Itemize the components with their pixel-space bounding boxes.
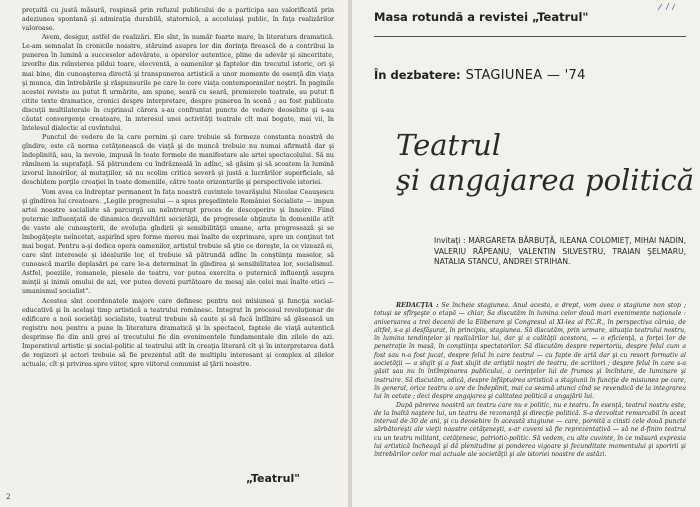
page-number: 2 — [6, 493, 11, 501]
right-paragraph-1 — [374, 302, 686, 402]
pen-mark-icon — [656, 2, 696, 12]
header-divider — [374, 36, 686, 37]
left-page-body — [22, 6, 334, 369]
right-paragraph-2: După părerea noastră un teatru care nu e politic, nu e teatru. În esenţă, teatrul nostru este, de la înaltă naştere lui, un teatru de rezonanţă şi direcţie politică. S-a dezvoltat remarcabil în acest interval de 30 de ani, şi cu deosebire în această stagiune — care, pornită a cinsti cele două puncte sărbătoreşti ale vieţii noastre cetăţeneşti, s-ar cuveni să fie reprezentativă — să ne d-finim teatrul cu un teatru militant, cetăţenesc, patriotic-politic. Să vedem, cu alte cuvinte, în ce măsură expresia lui artistică încheagă şi dă plenitudine şi ponderea vigoare şi fecunditate momentului şi sporirii şi întrebărilor celor mai actuale ale societăţii şi ale istoriei noastre de astăzi. — [374, 401, 686, 459]
redactia-label: REDACŢIA : — [396, 302, 439, 309]
article-title — [396, 128, 695, 198]
roundtable-header: Masa rotundă a revistei „Teatrul" — [374, 10, 589, 24]
right-paragraph-1-text: Se încheie stagiunea. Anul acesta, e drept, vom avea o stagiune non stop ; totuşi se sfîrşeşte o etapă — chiar, Sa discutăm în lumina celor două mari evenimente naţionale : aniversarea a trei decenii de la Eliberare şi Congresul al XI-lea al P.C.R., în perspectiva căruia, de altfel, s-a şi desfăşurat, în principiu, stagiunea. Să discutăm, prin urmare, situaţia teatrului nostru, în lumina tendinţelor şi realizărilor lui, dar şi a calităţii acestora, — o eficienţă, a forţei lor de penetraţie în masă, în conştiinţa spectatorilor. Să discutăm despre repertoriu, despre felul cum a fost sau n-a fost jucat, despre felul în care teatrul — cu fapte de artă dar şi cu resort formativ al societăţii — a slujit şi a fost slujit de artiştii noştri de teatru, de scriitori ; despre felul în care s-a găsit sau nu în întîmpinarea publicului, a cerinţelor lui de frumos şi încîntare, de luminare şi instruire. Să discutăm, adică, despre înfăptuirea artistică a stagiunii în funcţie de misiunea pe care, în general, orice teatru o are de îndeplinit, mai ca seamă atunci cînd se revendică de la integrarea lui în cetate ; deci despre angajarea şi calitatea politică a angajării lui. — [374, 302, 687, 401]
left-paragraph-4: Vom avea ca îndreptar permanent în fața noastră cuvintele tovarăşului Nicolae Ceauşescu şi gîndirea lui creatoare. „Legile progresului — a spus preşedintele României Socialiste — impun artei noastre socialiste să parcurgă un neîntrerupt proces de descoperire şi înnoire. Fiind puternic influenţată de dinamica dezvoltării societăţii, de progresele obţinute în domeniile atît de vaste ale cunoaşterii, de evoluţia gîndirii şi sensibilităţii umane, arta progresează şi se îmbogăţeşte neîncetat, aspirînd spre forme mereu mai înalte de exprimare, spre un conţinut tot mai bogat. Pentru a-şi dedica opera oamenilor, artistul trebuie să ştie ce doreşte, la ce vizează ei, care sînt interesele şi idealurile lor, el trebuie să pătrundă adînc în conştiinţa maselor, să cunoască marile deplasări pe care le-a determinat în gîndirea şi sensibilitatea lor, socialismul. Astfel, poeziile, romanele, piesele de teatru, vor putea exercita o puternică influenţă asupra minţii şi inimii omului de azi, vor putea deveni purtătoare de mesaj ale celei mai înalte etici — umanismul socialist". — [22, 188, 334, 296]
left-paragraph-3: Punctul de vedere de la care pornim şi care trebuie să formeze constanta noastră de gîndire, este că norma cetăţenească de viaţă şi de muncă trebuie nu numai afirmată dar şi îndeplinită, sau, la nevoie, impusă în toate formele de manifestare ale artei spectacolului. Să nu rămînem la suprafaţă. Să pătrundem cu îndrăzneală în adînc, să găsim şi să scoatem la lumină izvorul înnoirilor, al mutaţiilor, să nu ocolim critica severă şi justă a lucrărilor superficiale, să deschidem porţile creaţiei în toate domeniile, către toate orizonturile şi perspectivele istoriei. — [22, 134, 334, 187]
debate-label: În dezbatere: — [374, 68, 461, 82]
debate-topic: STAGIUNEA — '74 — [465, 68, 586, 83]
left-footer-signature: „Teatrul" — [246, 472, 300, 485]
right-page — [352, 0, 700, 507]
left-paragraph-5: Acestea sînt coordonatele majore care definesc pentru noi misiunea şi funcţia social-educativă şi în acelaşi timp artistică a teatrului românesc. Integrat în procesul revoluţionar de edificare a noii societăţi socialiste, teatrul trebuie să caute şi să facă întîlnire să găsească un registru nou pentru a pune în literatura dramatică şi în spectacol, faptele de viaţă autentică desprinse fie din anii grei ai trecutului fie din evenimentele fundamentale din zilele de azi. Imperativul artistic şi social-politic al teatrului atît în creaţia literară cît şi în interpretarea dată de regizori şi actori trebuie să fie prezentul atît de multiplu interesant şi complex al zilelor actuale, cît şi privirea spre viitor, spre viitorul comunist al ţării noastre. — [22, 297, 334, 369]
invited-guests: Invitaţi : MARGARETA BĂRBUŢĂ, ILEANA COLOMIEŢ, MIHAI NADIN, VALERIU RĂPEANU, VALENTIN SILVESTRU, TRAIAN ŞELMARU, NATALIA STANCU, ANDREI STRIHAN. — [434, 236, 686, 267]
debate-line — [374, 64, 586, 83]
article-title-line-1: Teatrul — [396, 128, 502, 162]
right-page-body — [374, 302, 686, 460]
left-page — [0, 0, 348, 507]
left-paragraph-2: Avem, desigur, astfel de realizări. Ele sînt, în număr foarte mare, în literatura dramatică. Le-am semnalat în cronicile noastre, stăruind asupra lor din dorinţa firească de a contribui la punerea în lumină a succeselor adevărate, a operelor autentice, pline de adevăr şi sinceritate, izvorîte din reînvierea pildui toare, elocventă, a oamenilor şi faptelor din trecutul istoric, ori şi mai bine, din cunoaşterea directă şi transpunerea artistică a unor momente de esenţă din viaţa şi munca, din întrebările şi răspunsurile pe care le cere viaţa contemporanilor noştri. În paginile acestei reviste au putut fi urmărite, am spune, seară cu seară, premierele teatrale, au putut fi citite texte dramatice, cronici despre interpretare, despre punerea în scenă ; au fost publicate discuţii multilaterale în cuprinsul cărora s-au confruntat puncte de vedere deosebite şi s-au căutat convergenţe creatoare, în interesul unei activităţi teatrale cît mai bogate, mai vii, în întelesul dialectic al cuvîntului. — [22, 34, 334, 133]
article-title-line-2: şi angajarea politică — [396, 163, 695, 197]
left-paragraph-1: preţuită cu justă măsură, respinsă prin refuzul publicului de a participa sau valorificată prin adeziunea spontană şi admiraţia durabilă, statornică, a acceluiaşi public, în faţa realizărilor valoroase. — [22, 7, 334, 33]
